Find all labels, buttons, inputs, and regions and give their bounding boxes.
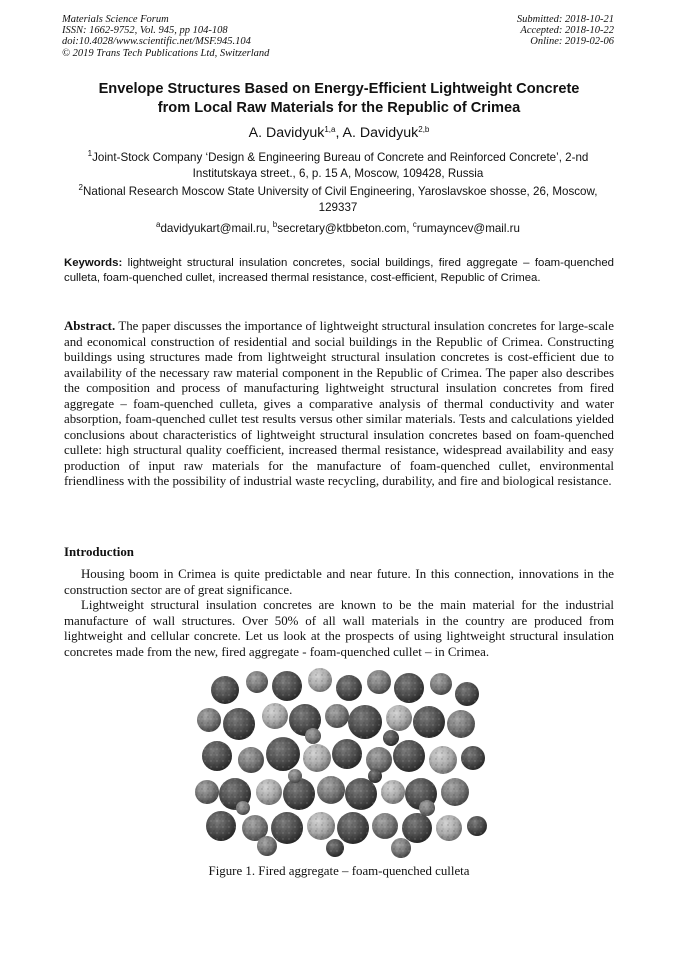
title-line-2: from Local Raw Materials for the Republic of Crimea <box>157 100 521 116</box>
author-1-affiliation-mark: 1,a <box>324 125 336 134</box>
granule-texture <box>288 769 302 783</box>
author-2-affiliation-mark: 2,b <box>418 125 430 134</box>
email-separator: , <box>406 222 413 235</box>
granule-texture <box>441 778 469 806</box>
section-heading-introduction: Introduction <box>64 545 134 559</box>
keywords-label: Keywords: <box>64 257 123 269</box>
paper-title <box>40 80 638 118</box>
granule-texture <box>394 673 424 703</box>
journal-issn: ISSN: 1662-9752, Vol. 945, pp 104-108 <box>62 25 228 37</box>
email-b[interactable]: secretary@ktbbeton.com <box>277 222 407 235</box>
granule-texture <box>308 668 332 692</box>
email-separator: , <box>266 222 273 235</box>
granule-texture <box>238 747 264 773</box>
granule-texture <box>326 839 344 857</box>
granule-texture <box>336 675 362 701</box>
email-c[interactable]: rumayncev@mail.ru <box>416 222 520 235</box>
granule-texture <box>332 739 362 769</box>
granule-texture <box>386 705 412 731</box>
granule-texture <box>211 676 239 704</box>
email-a-mark: a <box>156 220 161 229</box>
granule-texture <box>419 800 435 816</box>
email-a[interactable]: davidyukart@mail.ru <box>160 222 267 235</box>
granule-texture <box>223 708 255 740</box>
granule-texture <box>381 780 405 804</box>
granule-texture <box>303 744 331 772</box>
granule-texture <box>368 769 382 783</box>
granule-texture <box>383 730 399 746</box>
granule-texture <box>257 836 277 856</box>
granule-texture <box>305 728 321 744</box>
granule-texture <box>366 747 392 773</box>
granule-texture <box>461 746 485 770</box>
abstract-label: Abstract. <box>64 319 116 333</box>
intro-paragraph-2: Lightweight structural insulation concretes are known to be the main material for the industrial manufacture of wall structures. Over 50% of all wall materials in the country are produced from lightweight and cellular concrete. Let us look at the prospects of using lightweight structural insulation concretes made from the new, fired aggregate - foam-quenched cullet – in Crimea. <box>64 598 614 659</box>
journal-copyright: © 2019 Trans Tech Publications Ltd, Switzerland <box>62 47 270 59</box>
granule-texture <box>262 703 288 729</box>
granule-texture <box>455 682 479 706</box>
granule-texture <box>429 746 457 774</box>
title-line-1: Envelope Structures Based on Energy-Efficient Lightweight Concrete <box>98 81 580 97</box>
keywords-section <box>64 256 614 286</box>
granule-texture <box>367 670 391 694</box>
author-1-name: A. Davidyuk <box>248 125 325 141</box>
granule-texture <box>337 812 369 844</box>
granule-texture <box>197 708 221 732</box>
granule-texture <box>317 776 345 804</box>
figure-aggregate-photo <box>195 668 488 858</box>
keywords-text: lightweight structural insulation concretes, social buildings, fired aggregate – foam-quenched culleta, foam-quenched cullet, increased thermal resistance, cost-efficient, Republic of Crimea. <box>64 257 614 284</box>
aggregate-granules-image <box>195 668 488 858</box>
affiliation-2-mark: 2 <box>78 183 83 192</box>
granule-texture <box>283 778 315 810</box>
granule-texture <box>467 816 487 836</box>
granule-texture <box>195 780 219 804</box>
online-date: Online: 2019-02-06 <box>530 36 614 48</box>
author-separator: , <box>335 125 343 141</box>
affiliation-1-mark: 1 <box>87 149 93 158</box>
journal-name: Materials Science Forum <box>62 14 169 25</box>
intro-paragraph-1: Housing boom in Crimea is quite predictable and near future. In this connection, innovations in the construction sector are of great significance. <box>64 567 614 597</box>
affiliation-1 <box>62 150 614 181</box>
journal-header <box>62 14 269 59</box>
granule-texture <box>202 741 232 771</box>
granule-texture <box>256 779 282 805</box>
granule-texture <box>402 813 432 843</box>
granule-texture <box>430 673 452 695</box>
granule-texture <box>236 801 250 815</box>
affiliation-2-text: National Research Moscow State University of Civil Engineering, Yaroslavskoe shosse, 26, Moscow, 129337 <box>83 185 598 214</box>
submitted-date: Submitted: 2018-10-21 <box>516 14 614 25</box>
granule-texture <box>206 811 236 841</box>
granule-texture <box>271 812 303 844</box>
accepted-date: Accepted: 2018-10-22 <box>520 25 614 37</box>
granule-texture <box>436 815 462 841</box>
granule-texture <box>325 704 349 728</box>
email-c-mark: c <box>412 220 417 229</box>
granule-texture <box>307 812 335 840</box>
granule-texture <box>391 838 411 858</box>
email-b-mark: b <box>272 220 278 229</box>
author-emails <box>62 221 614 237</box>
granule-texture <box>246 671 268 693</box>
granule-texture <box>272 671 302 701</box>
affiliation-2 <box>62 184 614 215</box>
granule-texture <box>447 710 475 738</box>
granule-texture <box>266 737 300 771</box>
granule-texture <box>393 740 425 772</box>
granule-texture <box>413 706 445 738</box>
granule-texture <box>372 813 398 839</box>
publication-dates <box>517 14 614 48</box>
journal-doi: doi:10.4028/www.scientific.net/MSF.945.104 <box>62 36 251 48</box>
abstract-text: The paper discusses the importance of lightweight structural insulation concretes for large-scale and economical construction of residential and social buildings in the Republic of Crimea. Constructing buildings using structures made from lightweight structural insulation concretes is cost-efficient due to availability of the necessary raw material component in the Republic of Crimea. The paper also describes the composition and process of manufacturing lightweight structural insulation concretes from fired aggregate – foam-quenched culleta, gives a comparative analysis of thermal conductivity and water absorption, foam-quenched cullet test results versus other similar materials. Tests and calculations yielded conclusions about characteristics of lightweight structural insulation concretes based on foam-quenched cullete: high structural quality coefficient, increased thermal resistance, widespread availability and easy production of input raw materials for the manufacture of foam-quenched cullet, environmental friendliness with the possibility of industrial waste recycling, durability, and fire and biological resistance. <box>64 319 614 488</box>
author-2-name: A. Davidyuk <box>342 125 419 141</box>
author-list <box>40 124 638 142</box>
figure-caption: Figure 1. Fired aggregate – foam-quenched culleta <box>208 864 470 878</box>
granule-texture <box>348 705 382 739</box>
granule-texture <box>345 778 377 810</box>
abstract-section <box>64 319 614 490</box>
affiliation-1-text: Joint-Stock Company ‘Design & Engineering Bureau of Concrete and Reinforced Concrete’, 2-nd Institutskaya street., 6, p. 15 A, Moscow, 109428, Russia <box>92 151 589 180</box>
